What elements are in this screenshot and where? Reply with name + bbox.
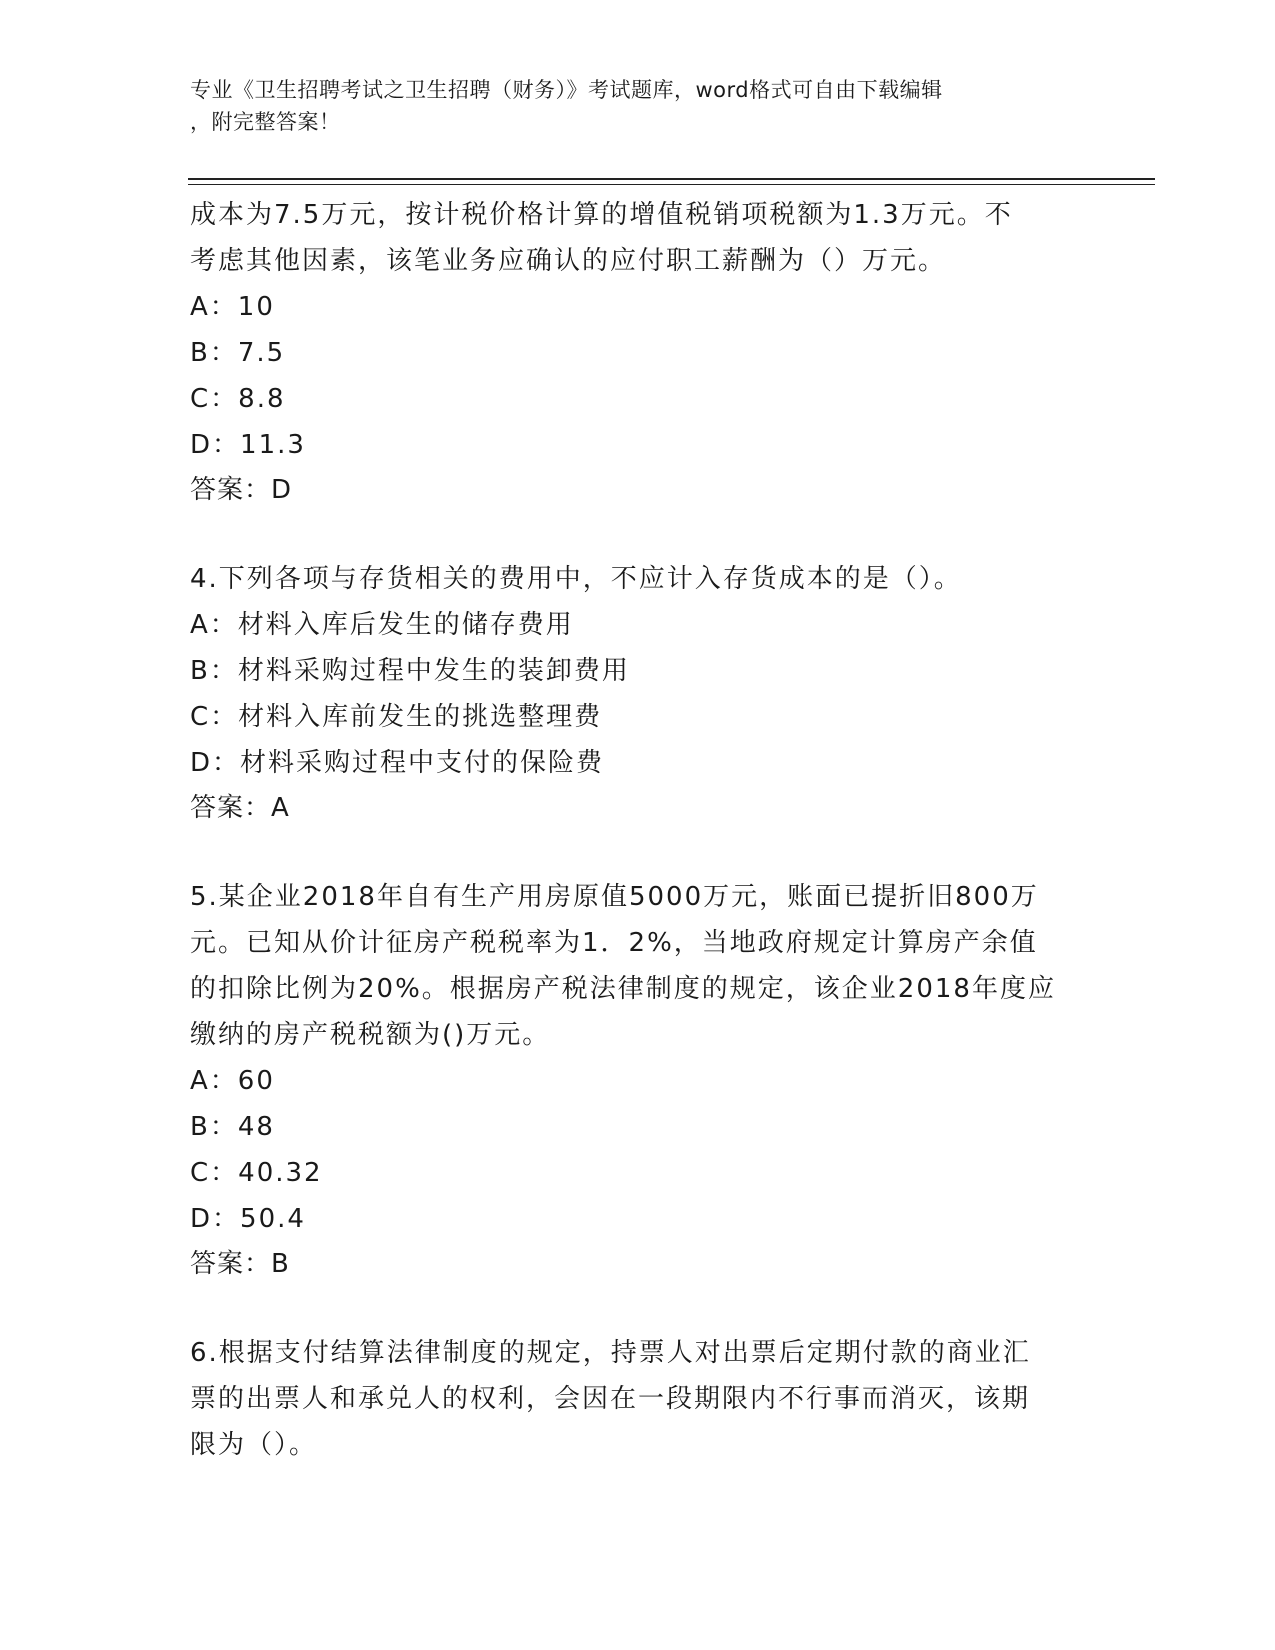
question-text-line: 成本为7.5万元，按计税价格计算的增值税销项税额为1.3万元。不	[190, 200, 1013, 230]
spacer	[190, 1286, 1090, 1330]
spacer	[190, 512, 1090, 556]
spacer	[190, 830, 1090, 874]
question-3	[190, 192, 1090, 512]
option-d: D：材料采购过程中支付的保险费	[190, 748, 605, 778]
option-a: A：10	[190, 292, 275, 322]
question-text-line: 考虑其他因素，该笔业务应确认的应付职工薪酬为（）万元。	[190, 246, 947, 276]
question-text-line: 限为（）。	[190, 1430, 318, 1460]
question-text-line: 票的出票人和承兑人的权利，会因在一段期限内不行事而消灭，该期	[190, 1384, 1031, 1414]
answer: 答案：B	[190, 1249, 290, 1279]
option-a: A：材料入库后发生的储存费用	[190, 610, 574, 640]
header-divider-thick	[188, 178, 1155, 180]
question-5	[190, 874, 1090, 1286]
question-text-line: 元。已知从价计征房产税税率为1．2%，当地政府规定计算房产余值	[190, 928, 1038, 958]
option-b: B：材料采购过程中发生的装卸费用	[190, 656, 630, 686]
option-b: B：7.5	[190, 338, 286, 368]
option-d: D：11.3	[190, 430, 306, 460]
question-text-line: 4.下列各项与存货相关的费用中，不应计入存货成本的是（）。	[190, 564, 962, 594]
question-4	[190, 556, 1090, 830]
question-text-line: 5.某企业2018年自有生产用房原值5000万元，账面已提折旧800万	[190, 882, 1039, 912]
option-c: C：40.32	[190, 1158, 323, 1188]
header-line-2: ，附完整答案！	[190, 110, 341, 134]
question-text-line: 6.根据支付结算法律制度的规定，持票人对出票后定期付款的商业汇	[190, 1338, 1031, 1368]
answer: 答案：A	[190, 793, 290, 823]
option-c: C：材料入库前发生的挑选整理费	[190, 702, 603, 732]
option-d: D：50.4	[190, 1204, 306, 1234]
option-b: B：48	[190, 1112, 275, 1142]
option-a: A：60	[190, 1066, 275, 1096]
question-list	[190, 192, 1090, 1468]
question-6	[190, 1330, 1090, 1468]
question-text-line: 缴纳的房产税税额为()万元。	[190, 1020, 551, 1050]
header-divider-thin	[188, 184, 1155, 185]
option-c: C：8.8	[190, 384, 286, 414]
document-header	[190, 74, 1070, 138]
header-line-1: 专业《卫生招聘考试之卫生招聘（财务）》考试题库，word格式可自由下载编辑	[190, 78, 943, 102]
answer: 答案：D	[190, 475, 293, 505]
question-text-line: 的扣除比例为20%。根据房产税法律制度的规定，该企业2018年度应	[190, 974, 1056, 1004]
